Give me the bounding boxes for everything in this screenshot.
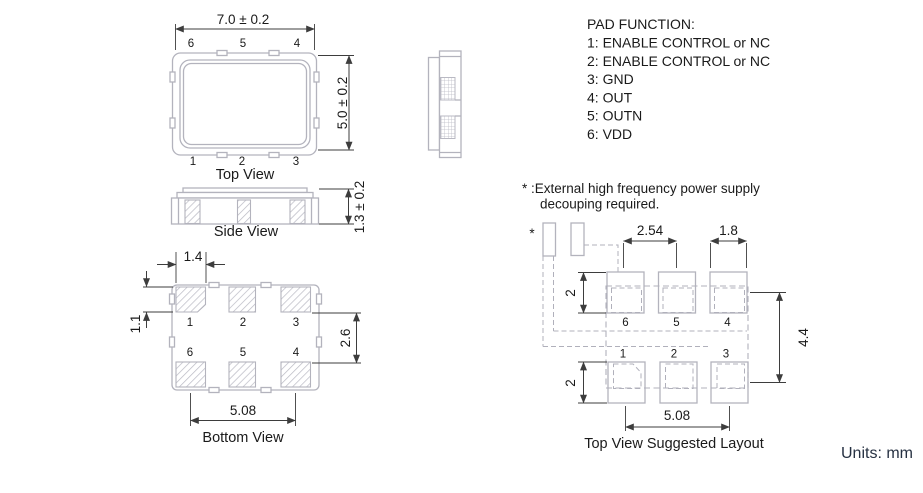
notch <box>170 118 175 128</box>
notch <box>170 72 175 82</box>
note-line-2: decouping required. <box>540 196 660 212</box>
pad-function-item: 1: ENABLE CONTROL or NC <box>587 34 771 51</box>
pad-function-item: 4: OUT <box>587 89 633 106</box>
view-title: Side View <box>213 224 279 240</box>
notch <box>314 72 319 82</box>
side-pad <box>185 200 200 224</box>
pad-function-item: 5: OUTN <box>587 107 643 124</box>
pin-number: 1 <box>189 156 197 168</box>
dim-text-width: 7.0 ± 0.2 <box>216 12 270 27</box>
dim-text-thickness: 1.3 ± 0.2 <box>352 180 367 234</box>
pad-function-item: 6: VDD <box>587 126 633 142</box>
pin-number: 2 <box>238 156 246 168</box>
dim-text-pitch: 2.54 <box>636 223 664 238</box>
notch <box>269 51 279 56</box>
units-label: Units: mm <box>841 445 913 462</box>
bottom-pad-1 <box>176 287 206 312</box>
asterisk-marker: * <box>529 226 535 241</box>
side-lid <box>183 188 307 193</box>
notch <box>217 153 227 158</box>
cap-pad-left <box>543 223 556 256</box>
end-view <box>429 51 462 158</box>
view-title: Bottom View <box>202 430 284 446</box>
pin-number: 5 <box>673 317 680 329</box>
side-flange <box>177 193 313 199</box>
dim-text-pad-height: 1.1 <box>128 314 143 334</box>
bottom-pad-6 <box>176 362 206 387</box>
note-line-1: * :External high frequency power supply <box>522 181 760 196</box>
end-body <box>440 51 462 158</box>
side-pad <box>290 200 305 224</box>
pin-number: 2 <box>239 317 247 329</box>
end-pad <box>441 116 456 139</box>
top-view-package-outline <box>173 53 317 155</box>
pin-number: 5 <box>239 38 247 50</box>
pin-number: 4 <box>292 347 300 359</box>
dim-text-span: 5.08 <box>663 408 691 423</box>
dim-text-height-span: 4.4 <box>796 328 811 347</box>
end-lid <box>429 58 440 151</box>
notch <box>317 337 322 347</box>
bottom-pad-4 <box>281 362 311 387</box>
notch <box>170 337 175 347</box>
notch <box>170 294 175 304</box>
side-pad <box>238 200 251 224</box>
bottom-pad-3 <box>281 287 311 312</box>
pin-number: 1 <box>619 348 627 361</box>
pin-number: 4 <box>293 38 301 50</box>
pin-number: 6 <box>186 347 194 359</box>
dim-text-pad-height-bottom: 2 <box>563 379 578 387</box>
dim-text-pad-height-top: 2 <box>563 289 578 297</box>
notch <box>209 388 219 393</box>
pin-number: 1 <box>186 317 194 329</box>
notch <box>217 51 227 56</box>
dim-text-pad-width: 1.4 <box>183 249 203 264</box>
view-title: Top View <box>215 167 275 183</box>
notch <box>209 283 219 288</box>
side-view <box>172 181 368 240</box>
bottom-pad-2 <box>229 287 256 312</box>
suggested-layout-view <box>529 223 811 452</box>
bottom-pad-5 <box>229 362 256 387</box>
pin-number: 3 <box>292 317 300 329</box>
pad-function-title: PAD FUNCTION: <box>587 16 695 32</box>
notch <box>317 294 322 304</box>
pin-number: 5 <box>239 347 247 359</box>
pad-function-list <box>587 16 770 142</box>
pin-number: 6 <box>187 38 195 50</box>
land-pad-5 <box>659 272 696 313</box>
view-title: Top View Suggested Layout <box>584 436 764 452</box>
dim-text-row-gap: 2.6 <box>338 328 353 348</box>
decoupling-note <box>522 181 760 212</box>
pad-function-item: 2: ENABLE CONTROL or NC <box>587 52 771 69</box>
pin-number: 3 <box>722 348 730 361</box>
bottom-view <box>128 249 361 446</box>
pin-number: 3 <box>292 156 300 168</box>
pin-number: 4 <box>724 317 731 329</box>
pin-number: 2 <box>670 348 678 361</box>
pad-function-item: 3: GND <box>587 71 634 88</box>
land-pad-6 <box>607 272 644 313</box>
land-pad-4 <box>710 272 747 313</box>
cap-pad-right <box>571 223 584 256</box>
dim-text-height: 5.0 ± 0.2 <box>335 76 350 130</box>
dim-text-span: 5.08 <box>229 403 257 418</box>
notch <box>261 283 271 288</box>
notch <box>269 153 279 158</box>
pin-number: 6 <box>622 317 629 329</box>
notch <box>314 118 319 128</box>
top-view <box>170 12 354 183</box>
dim-text-pad-width: 1.8 <box>719 223 738 238</box>
notch <box>261 388 271 393</box>
end-pad <box>441 78 456 101</box>
